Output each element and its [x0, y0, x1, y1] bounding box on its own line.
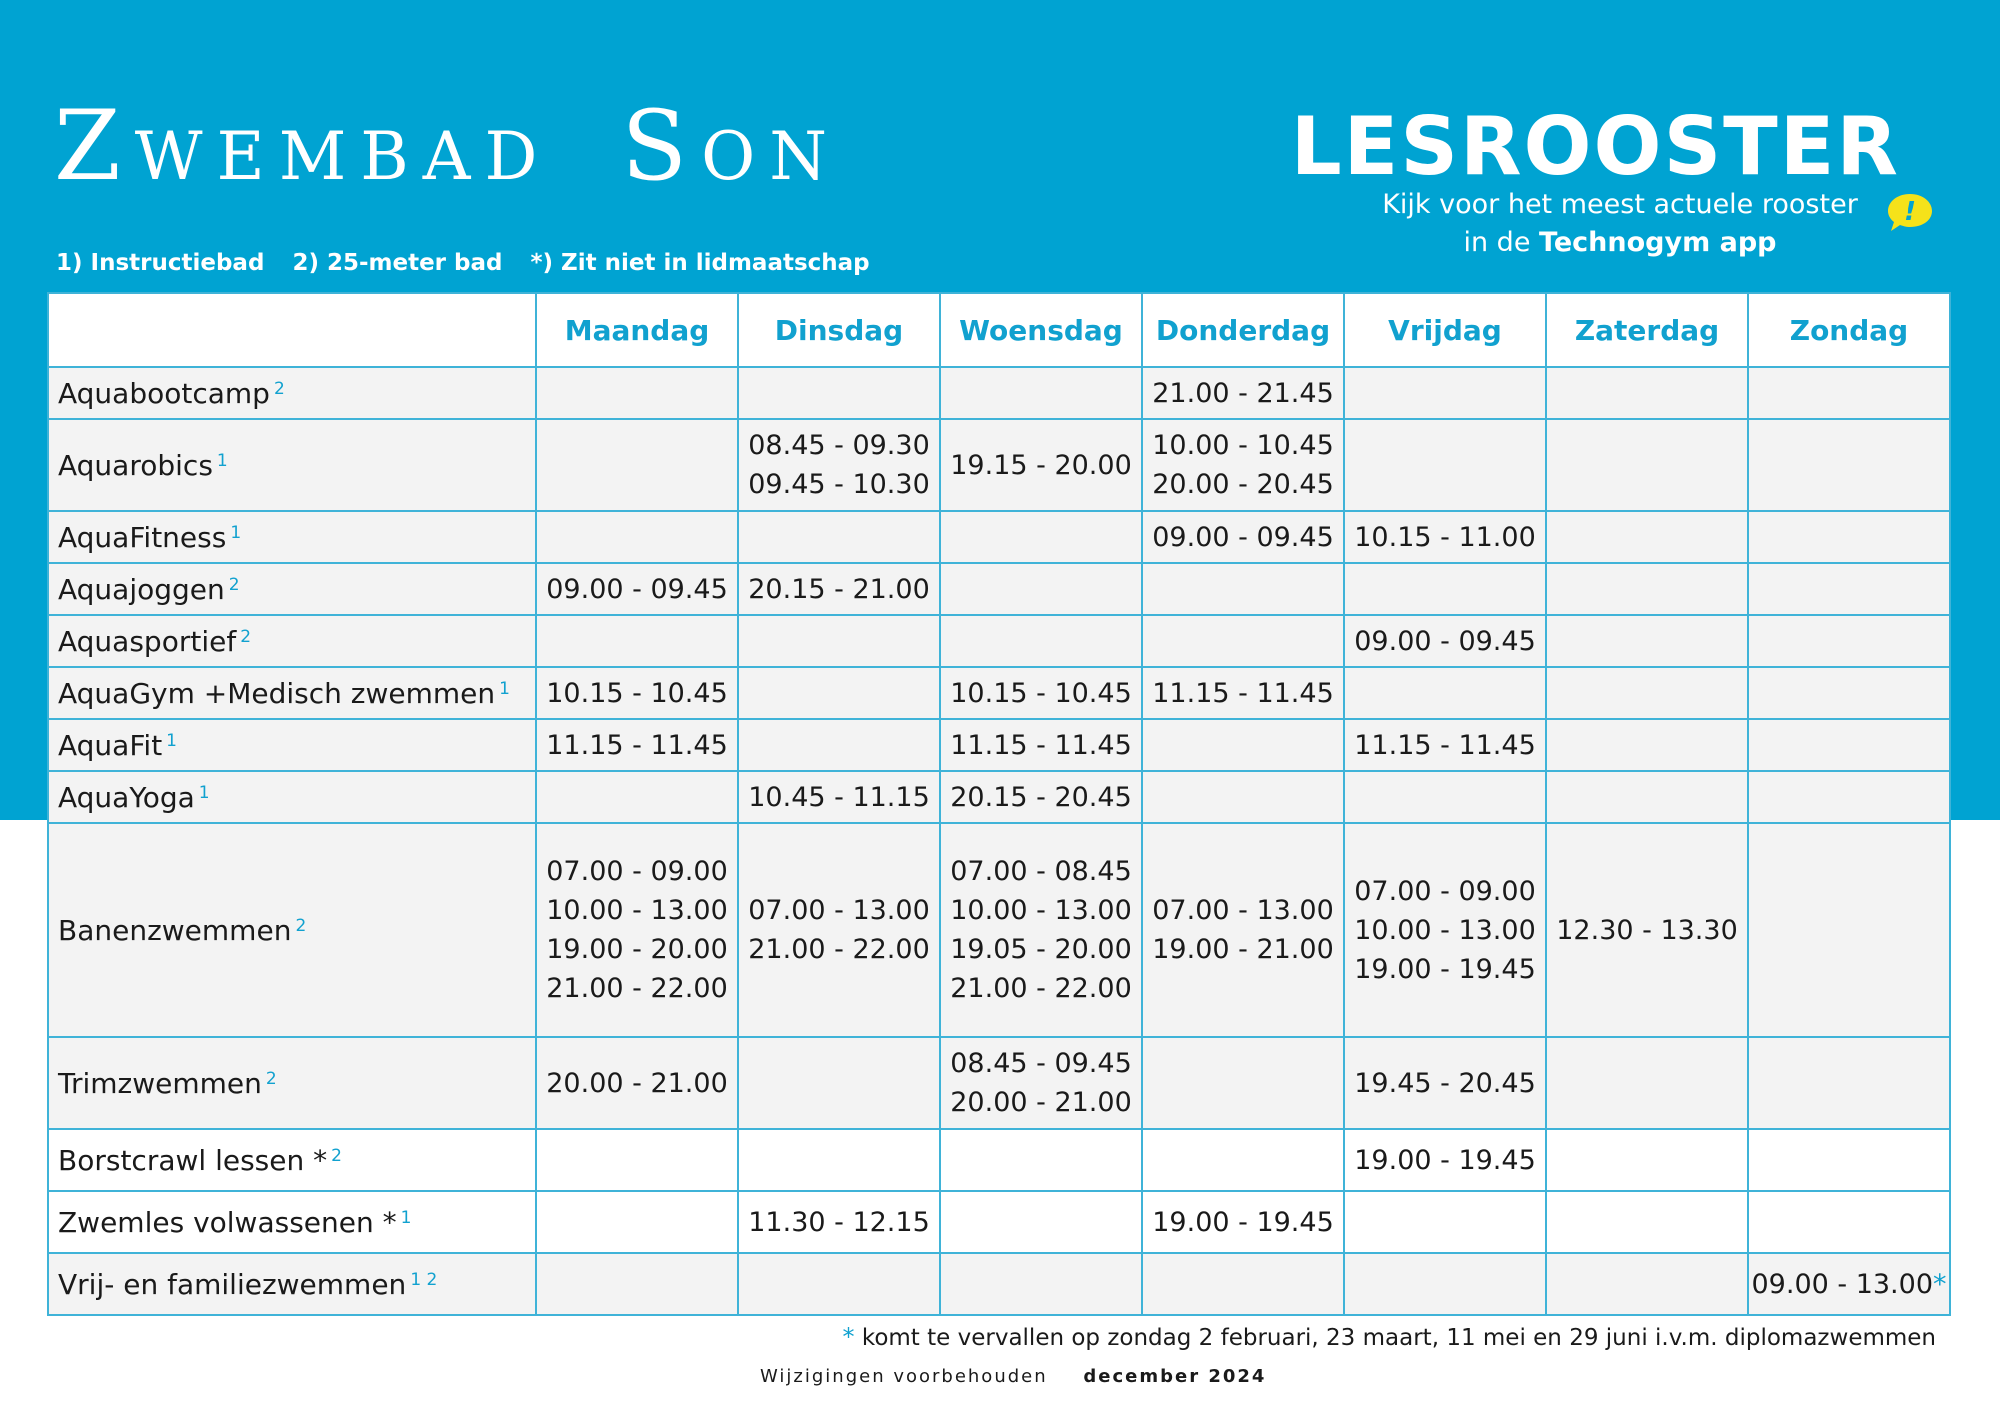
activity-name-cell	[48, 719, 536, 771]
time-cell	[1142, 1129, 1344, 1191]
time-slot-with-note	[1749, 1265, 1949, 1304]
legend-item-2: 2) 25-meter bad	[292, 250, 503, 276]
pool-reference: 1	[230, 522, 242, 543]
activity-name-cell	[48, 419, 536, 511]
asterisk-marker: *	[1933, 1268, 1947, 1300]
time-slot: 21.00 - 22.00	[748, 934, 930, 965]
time-cell	[1344, 1253, 1546, 1315]
pool-reference: 1	[198, 782, 210, 803]
time-slot: 19.45 - 20.45	[1354, 1067, 1536, 1099]
time-cell	[738, 1129, 940, 1191]
activity-name: Banenzwemmen	[58, 913, 292, 947]
time-cell	[1344, 823, 1546, 1037]
time-cell	[1142, 615, 1344, 667]
time-cell	[1142, 667, 1344, 719]
time-cell	[940, 1191, 1142, 1253]
table-row	[48, 615, 1950, 667]
time-cell	[940, 367, 1142, 419]
time-cell	[940, 719, 1142, 771]
pool-reference: 2	[240, 626, 252, 647]
activity-name-cell	[48, 511, 536, 563]
activity-name-cell	[48, 823, 536, 1037]
legend-item-1: 1) Instructiebad	[56, 250, 265, 276]
time-cell	[738, 1037, 940, 1129]
time-cell	[940, 771, 1142, 823]
time-cell	[1748, 719, 1950, 771]
page-subtitle	[1320, 186, 1920, 262]
table-row	[48, 719, 1950, 771]
time-cell	[1142, 367, 1344, 419]
time-cell	[1546, 771, 1748, 823]
activity-name-cell	[48, 1037, 536, 1129]
time-slot: 10.15 - 11.00	[1354, 521, 1536, 553]
day-header: Maandag	[536, 293, 738, 367]
footnote-text: komt te vervallen op zondag 2 februari, 23 maart, 11 mei en 29 juni i.v.m. diplomazwemmen	[861, 1325, 1936, 1351]
day-header: Vrijdag	[1344, 293, 1546, 367]
time-cell	[536, 419, 738, 511]
time-cell	[738, 823, 940, 1037]
time-cell	[1748, 667, 1950, 719]
footnote	[843, 1323, 1936, 1351]
activity-name-cell	[48, 771, 536, 823]
schedule-table	[47, 292, 1951, 1316]
table-row	[48, 367, 1950, 419]
time-cell	[1344, 615, 1546, 667]
alert-speech-bubble-icon	[1886, 192, 1934, 234]
time-cell	[1142, 1253, 1344, 1315]
time-slot: 12.30 - 13.30	[1556, 914, 1738, 946]
time-slot: 21.00 - 21.45	[1152, 377, 1334, 409]
table-row	[48, 667, 1950, 719]
pool-reference: 2	[228, 574, 240, 595]
time-cell	[940, 667, 1142, 719]
time-cell	[940, 563, 1142, 615]
time-cell	[1546, 719, 1748, 771]
time-cell	[940, 823, 1142, 1037]
table-header-row	[48, 293, 1950, 367]
pool-reference: 1	[166, 730, 177, 751]
time-cell	[940, 615, 1142, 667]
time-cell	[940, 419, 1142, 511]
activity-name-cell	[48, 367, 536, 419]
table-row	[48, 1037, 1950, 1129]
time-cell	[1546, 1129, 1748, 1191]
time-slot: 20.00 - 21.00	[950, 1087, 1132, 1118]
time-cell	[1748, 1191, 1950, 1253]
time-cell	[536, 1037, 738, 1129]
brand-logo: ZWEMBAD SON	[54, 90, 841, 202]
time-cell	[738, 419, 940, 511]
time-slot: 20.15 - 20.45	[950, 781, 1132, 813]
activity-name: Aquasportief	[58, 624, 237, 658]
time-cell	[1546, 823, 1748, 1037]
time-cell	[940, 1129, 1142, 1191]
time-slot: 10.00 - 13.00	[1354, 914, 1536, 946]
time-slot: 21.00 - 22.00	[950, 973, 1132, 1004]
page-title: LESROOSTER	[1290, 100, 1900, 193]
activity-name: AquaFit	[58, 728, 163, 762]
activity-name: AquaYoga	[58, 780, 195, 814]
time-cell	[738, 615, 940, 667]
time-slot: 10.00 - 13.00	[950, 895, 1132, 926]
time-slot: 11.30 - 12.15	[748, 1206, 930, 1238]
time-cell	[738, 667, 940, 719]
time-slot: 19.15 - 20.00	[950, 449, 1132, 481]
day-header: Dinsdag	[738, 293, 940, 367]
time-cell	[1344, 1037, 1546, 1129]
time-cell	[536, 1191, 738, 1253]
pool-reference: 2	[295, 915, 307, 936]
time-cell	[1344, 771, 1546, 823]
time-slot: 07.00 - 09.00	[546, 856, 728, 887]
time-cell	[1142, 511, 1344, 563]
activity-name: Aquajoggen	[58, 572, 225, 606]
time-slot: 11.15 - 11.45	[546, 729, 728, 761]
time-slot: 10.15 - 10.45	[950, 677, 1132, 709]
activity-name: Trimzwemmen	[58, 1066, 262, 1100]
time-cell	[536, 719, 738, 771]
table-row	[48, 1253, 1950, 1315]
table-row	[48, 419, 1950, 511]
time-cell	[536, 667, 738, 719]
activity-name-cell	[48, 667, 536, 719]
table-row	[48, 1129, 1950, 1191]
time-cell	[1344, 719, 1546, 771]
time-cell	[1142, 771, 1344, 823]
time-slot: 19.00 - 21.00	[1152, 934, 1334, 965]
time-cell	[1344, 419, 1546, 511]
time-cell	[738, 1253, 940, 1315]
activity-name: Zwemles volwassenen *	[58, 1205, 397, 1239]
time-cell	[1142, 823, 1344, 1037]
activity-name-cell	[48, 1129, 536, 1191]
time-cell	[1748, 563, 1950, 615]
time-cell	[940, 1037, 1142, 1129]
time-cell	[536, 771, 738, 823]
time-cell	[1344, 667, 1546, 719]
time-slot: 09.00 - 09.45	[1354, 625, 1536, 657]
time-slot: 19.00 - 19.45	[1152, 1206, 1334, 1238]
pool-reference: 1 2	[410, 1269, 438, 1290]
time-slot: 09.45 - 10.30	[748, 469, 930, 500]
day-header: Zondag	[1748, 293, 1950, 367]
time-slot: 20.00 - 21.00	[546, 1067, 728, 1099]
time-cell	[1344, 1129, 1546, 1191]
time-slot: 11.15 - 11.45	[950, 729, 1132, 761]
day-header: Woensdag	[940, 293, 1142, 367]
footer	[760, 1366, 1266, 1387]
day-header: Zaterdag	[1546, 293, 1748, 367]
time-cell	[738, 511, 940, 563]
time-cell	[1546, 511, 1748, 563]
time-cell	[536, 1129, 738, 1191]
table-row	[48, 511, 1950, 563]
time-cell	[1142, 719, 1344, 771]
time-slot: 20.00 - 20.45	[1152, 469, 1334, 500]
time-cell	[536, 511, 738, 563]
time-cell	[940, 511, 1142, 563]
alert-glyph: !	[1904, 197, 1916, 227]
table-row	[48, 563, 1950, 615]
activity-name: Aquarobics	[58, 448, 213, 482]
time-cell	[1546, 1253, 1748, 1315]
activity-name-cell	[48, 1253, 536, 1315]
table-row	[48, 1191, 1950, 1253]
time-slot: 20.15 - 21.00	[748, 573, 930, 605]
activity-name: Aquabootcamp	[58, 376, 270, 410]
time-cell	[738, 563, 940, 615]
activity-name-cell	[48, 615, 536, 667]
time-cell	[738, 719, 940, 771]
time-cell	[1546, 367, 1748, 419]
time-cell	[1748, 419, 1950, 511]
time-slot: 10.00 - 13.00	[546, 895, 728, 926]
time-cell	[1344, 367, 1546, 419]
time-cell	[1748, 367, 1950, 419]
time-cell	[1142, 1037, 1344, 1129]
activity-name: AquaFitness	[58, 520, 227, 554]
time-cell	[1546, 667, 1748, 719]
time-slot: 07.00 - 13.00	[748, 895, 930, 926]
time-slot: 09.00 - 09.45	[546, 573, 728, 605]
time-cell	[1142, 419, 1344, 511]
time-slot: 08.45 - 09.45	[950, 1048, 1132, 1079]
activity-name: Vrij- en familiezwemmen	[58, 1267, 407, 1301]
pool-reference: 2	[265, 1068, 277, 1089]
time-cell	[1546, 1191, 1748, 1253]
table-row	[48, 771, 1950, 823]
time-cell	[738, 771, 940, 823]
time-cell	[1546, 563, 1748, 615]
activity-name-cell	[48, 1191, 536, 1253]
time-slot: 07.00 - 13.00	[1152, 895, 1334, 926]
time-cell	[1748, 771, 1950, 823]
time-slot: 07.00 - 08.45	[950, 856, 1132, 887]
table-row	[48, 823, 1950, 1037]
time-cell	[1142, 563, 1344, 615]
time-cell	[738, 1191, 940, 1253]
time-cell	[1344, 1191, 1546, 1253]
footnote-marker: *	[842, 1323, 855, 1351]
time-slot: 10.15 - 10.45	[546, 677, 728, 709]
time-cell	[1344, 563, 1546, 615]
time-cell	[1546, 615, 1748, 667]
time-cell	[1748, 615, 1950, 667]
time-slot: 07.00 - 09.00	[1354, 875, 1536, 907]
activity-name: Borstcrawl lessen *	[58, 1143, 328, 1177]
time-slot: 09.00 - 13.00	[1751, 1268, 1933, 1300]
pool-reference: 1	[499, 678, 510, 699]
time-slot: 19.00 - 19.45	[1354, 1144, 1536, 1176]
pool-reference: 2	[273, 378, 285, 399]
time-slot: 11.15 - 11.45	[1354, 729, 1536, 761]
time-slot: 19.00 - 19.45	[1354, 953, 1536, 985]
pool-reference: 1	[400, 1207, 412, 1228]
pool-reference: 2	[331, 1145, 342, 1166]
time-slot: 08.45 - 09.30	[748, 430, 930, 461]
time-cell	[1748, 1253, 1950, 1315]
subtitle-line-2: in de Technogym app	[1463, 227, 1777, 258]
activity-name: AquaGym +Medisch zwemmen	[58, 676, 496, 710]
pool-reference: 1	[216, 450, 228, 471]
footer-changes: Wijzigingen voorbehouden	[760, 1366, 1048, 1387]
time-slot: 21.00 - 22.00	[546, 973, 728, 1004]
time-slot: 19.05 - 20.00	[950, 934, 1132, 965]
time-cell	[940, 1253, 1142, 1315]
time-slot: 10.45 - 11.15	[748, 781, 930, 813]
time-cell	[536, 615, 738, 667]
day-header: Donderdag	[1142, 293, 1344, 367]
legend-item-3: *) Zit niet in lidmaatschap	[530, 250, 870, 276]
time-cell	[536, 823, 738, 1037]
time-cell	[738, 367, 940, 419]
time-cell	[1748, 1129, 1950, 1191]
time-cell	[536, 367, 738, 419]
time-cell	[1344, 511, 1546, 563]
time-slot: 11.15 - 11.45	[1152, 677, 1334, 709]
header-corner	[48, 293, 536, 367]
time-slot: 10.00 - 10.45	[1152, 430, 1334, 461]
legend	[56, 250, 890, 276]
footer-date: december 2024	[1083, 1366, 1267, 1387]
time-cell	[536, 1253, 738, 1315]
subtitle-line-1: Kijk voor het meest actuele rooster	[1382, 189, 1858, 220]
time-slot: 09.00 - 09.45	[1152, 521, 1334, 553]
time-cell	[1748, 823, 1950, 1037]
time-cell	[1748, 511, 1950, 563]
time-cell	[536, 563, 738, 615]
time-cell	[1748, 1037, 1950, 1129]
time-cell	[1546, 419, 1748, 511]
time-cell	[1142, 1191, 1344, 1253]
time-slot: 19.00 - 20.00	[546, 934, 728, 965]
activity-name-cell	[48, 563, 536, 615]
time-cell	[1546, 1037, 1748, 1129]
